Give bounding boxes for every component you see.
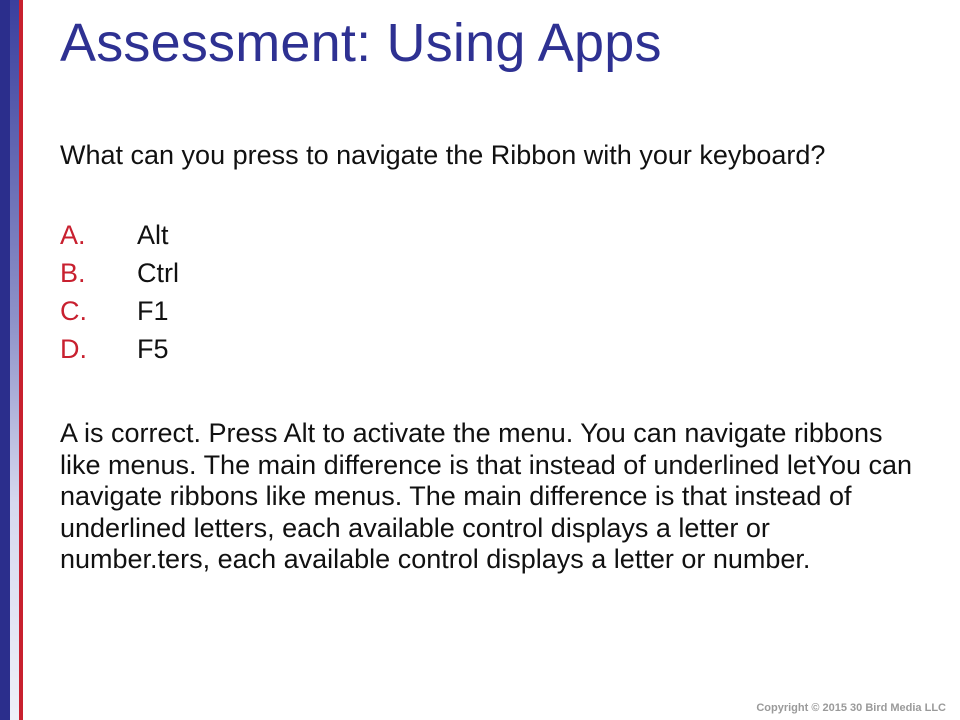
option-d — [60, 330, 179, 368]
option-letter: A. — [60, 219, 86, 250]
option-letter: D. — [60, 333, 87, 364]
option-b — [60, 254, 179, 292]
option-letter: C. — [60, 295, 87, 326]
question-text: What can you press to navigate the Ribbon with your keyboard? — [60, 140, 826, 170]
left-stripe-red — [19, 0, 23, 720]
answer-options-list — [60, 216, 179, 368]
left-stripe-blue — [0, 0, 10, 720]
answer-explanation: A is correct. Press Alt to activate the menu. You can navigate ribbons like menus. The main difference is that instead of underlined letYou can navigate ribbons like menus. The main difference is that instead of underlined letters, each available control displays a letter or number.ters, each available control displays a letter or number. — [60, 418, 913, 574]
option-text: F5 — [137, 333, 169, 364]
option-c — [60, 292, 179, 330]
option-text: Ctrl — [137, 257, 179, 288]
slide-title: Assessment: Using Apps — [60, 13, 662, 73]
left-stripe-gradient — [10, 0, 19, 720]
option-text: Alt — [137, 219, 169, 250]
option-letter: B. — [60, 257, 86, 288]
option-a — [60, 216, 179, 254]
option-text: F1 — [137, 295, 169, 326]
copyright-notice: Copyright © 2015 30 Bird Media LLC — [756, 702, 946, 714]
